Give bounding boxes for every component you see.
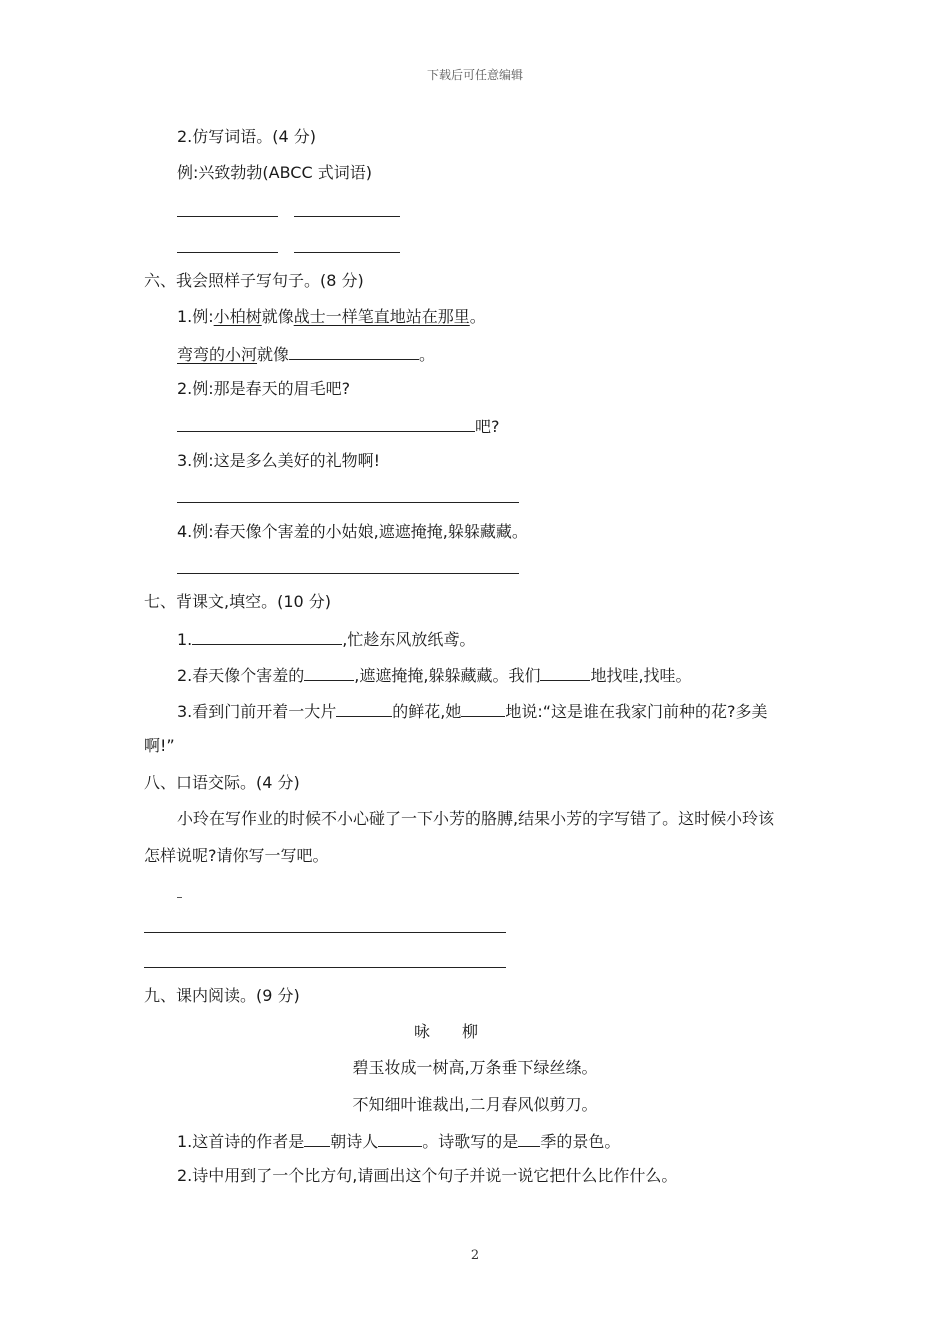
answer-blank[interactable] xyxy=(540,663,590,681)
s7-q3-part-c: 地说:“这是谁在我家门前种的花?多美 xyxy=(505,702,768,721)
poem-title-char-1: 咏 xyxy=(414,1022,431,1041)
s6-q1-mid: 就像 xyxy=(261,307,294,326)
s7-q3-continuation: 啊!” xyxy=(144,736,175,755)
s7-q2-part-c: 地找哇,找哇。 xyxy=(590,666,692,685)
answer-line[interactable] xyxy=(177,502,519,503)
answer-line[interactable] xyxy=(294,216,400,217)
s6-q1-prefix: 1.例: xyxy=(177,307,214,326)
answer-blank[interactable] xyxy=(461,699,505,717)
s6-q1-end: 。 xyxy=(469,307,486,326)
s7-q2 xyxy=(177,663,692,687)
answer-blank[interactable] xyxy=(177,414,475,432)
answer-blank[interactable] xyxy=(336,699,392,717)
page-header-note: 下载后可任意编辑 xyxy=(426,68,523,82)
stray-mark xyxy=(177,897,182,898)
s6-q4-example: 4.例:春天像个害羞的小姑娘,遮遮掩掩,躲躲藏藏。 xyxy=(177,522,528,541)
answer-line[interactable] xyxy=(144,967,506,968)
answer-blank[interactable] xyxy=(304,1129,330,1147)
s8-paragraph-line-2: 怎样说呢?请你写一写吧。 xyxy=(144,846,329,865)
page-number: 2 xyxy=(470,1248,480,1263)
answer-blank[interactable] xyxy=(518,1129,540,1147)
s7-q3 xyxy=(177,699,768,723)
q2-title: 2.仿写词语。(4 分) xyxy=(177,127,317,146)
s7-q2-part-a: 2.春天像个害羞的 xyxy=(177,666,305,685)
s8-paragraph-line-1: 小玲在写作业的时候不小心碰了一下小芳的胳膊,结果小芳的字写错了。这时候小玲该 xyxy=(177,809,775,828)
answer-line[interactable] xyxy=(144,932,506,933)
s6-q3-example: 3.例:这是多么美好的礼物啊! xyxy=(177,451,381,470)
s7-q1-prefix: 1. xyxy=(177,630,193,649)
poem-title-char-2: 柳 xyxy=(462,1022,479,1041)
answer-line[interactable] xyxy=(294,252,400,253)
s6-q1-fill-end: 。 xyxy=(419,345,436,364)
poem-line-1: 碧玉妆成一树高,万条垂下绿丝绦。 xyxy=(352,1058,598,1077)
poem-line-2: 不知细叶谁裁出,二月春风似剪刀。 xyxy=(352,1095,598,1114)
s9-q1-part-d: 季的景色。 xyxy=(540,1132,621,1151)
q2-example: 例:兴致勃勃(ABCC 式词语) xyxy=(177,163,372,182)
s7-q2-part-b: ,遮遮掩掩,躲躲藏藏。我们 xyxy=(354,666,541,685)
s6-q1-fill xyxy=(177,342,435,366)
s9-q1 xyxy=(177,1129,620,1153)
s6-q1-fill-subject: 弯弯的小河 xyxy=(177,345,258,364)
s9-q1-part-c: 。诗歌写的是 xyxy=(422,1132,519,1151)
answer-blank[interactable] xyxy=(304,663,354,681)
answer-line[interactable] xyxy=(177,573,519,574)
s9-q2: 2.诗中用到了一个比方句,请画出这个句子并说一说它把什么比作什么。 xyxy=(177,1166,678,1185)
section7-title: 七、背课文,填空。(10 分) xyxy=(144,592,332,611)
s7-q3-part-b: 的鲜花,她 xyxy=(392,702,462,721)
s6-q2-fill-end: 吧? xyxy=(475,417,500,436)
section8-title: 八、口语交际。(4 分) xyxy=(144,773,300,792)
answer-line[interactable] xyxy=(177,252,278,253)
answer-blank[interactable] xyxy=(192,627,342,645)
s7-q1-text: ,忙趁东风放纸鸢。 xyxy=(342,630,476,649)
s6-q2-example: 2.例:那是春天的眉毛吧? xyxy=(177,379,351,398)
section6-title: 六、我会照样子写句子。(8 分) xyxy=(144,271,364,290)
s6-q2-fill xyxy=(177,414,500,438)
answer-blank[interactable] xyxy=(289,342,419,360)
s7-q1 xyxy=(177,627,475,651)
answer-line[interactable] xyxy=(177,216,278,217)
s9-q1-part-a: 1.这首诗的作者是 xyxy=(177,1132,305,1151)
s6-q1-example xyxy=(177,306,486,328)
s9-q1-part-b: 朝诗人 xyxy=(330,1132,379,1151)
s6-q1-fill-mid: 就像 xyxy=(257,345,290,364)
s6-q1-underlined-subject: 小柏树 xyxy=(213,307,262,326)
s7-q3-part-a: 3.看到门前开着一大片 xyxy=(177,702,337,721)
answer-blank[interactable] xyxy=(378,1129,422,1147)
s6-q1-underlined-simile: 战士一样笔直地站在那里 xyxy=(293,307,470,326)
section9-title: 九、课内阅读。(9 分) xyxy=(144,986,300,1005)
